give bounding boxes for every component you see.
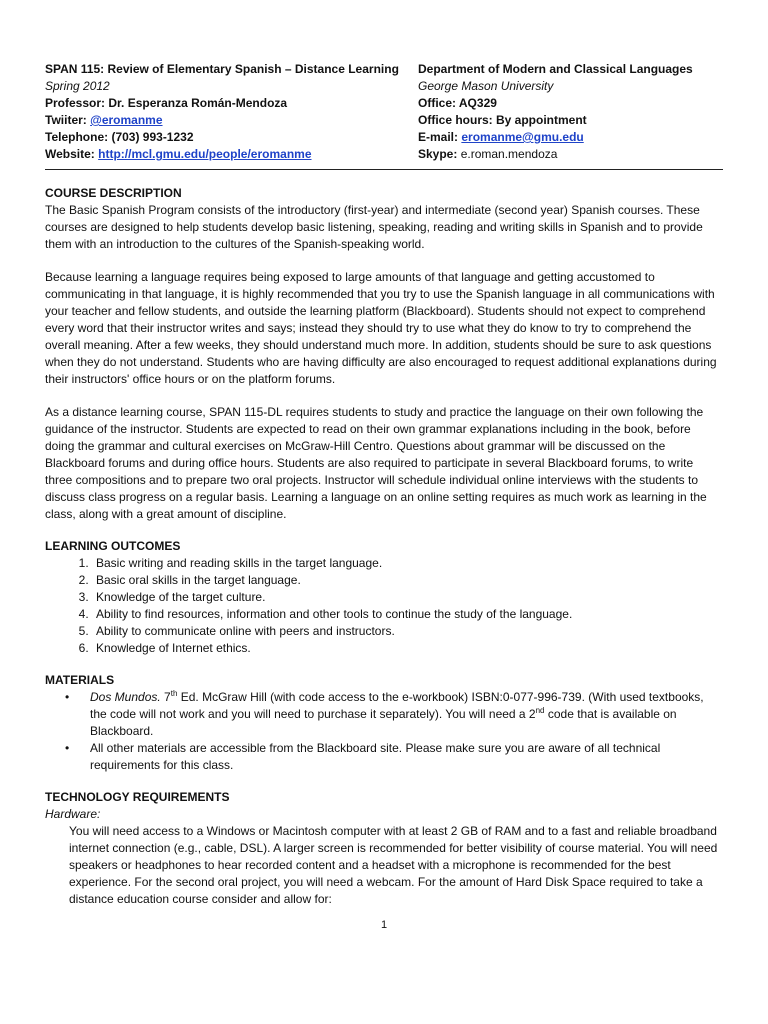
course-description-paragraph: Because learning a language requires being exposed to large amounts of that language and getting accustomed to communicating in that language, it is highly recommended that you try to use the Spanish language in all communications with your teacher and fellow students, and outside the learning platform (Blackboard). Students should not expect to comprehend every word that their instructor writes and says; instead they should try to use what they do know to try to comprehend the overall meaning. After a few weeks, they should understand much more. In addition, students should be sure to ask questions when they do not understand. Students who are having difficulty are also encouraged to request additional explanations during their instructors' office hours or on the platform forums. — [45, 270, 717, 386]
textbook-details: Ed. McGraw Hill (with code access to the e-workbook) ISBN:0-077-996-739. (With used textbooks, the code will not work and you will need to purchase it separately). You will need a 2 — [90, 690, 704, 721]
learning-outcomes-section — [45, 538, 723, 657]
email-line — [418, 129, 723, 146]
office-line: Office: AQ329 — [418, 96, 497, 110]
website-link[interactable]: http://mcl.gmu.edu/people/eromanme — [98, 147, 312, 161]
document-page — [45, 61, 723, 908]
list-item: 3. Knowledge of the target culture. — [92, 589, 723, 606]
list-item: 1. Basic writing and reading skills in the target language. — [92, 555, 723, 572]
list-item — [65, 740, 723, 774]
edition-number: 7 — [164, 690, 171, 704]
professor-line — [45, 95, 405, 112]
header-left-column — [45, 61, 405, 163]
materials-section — [45, 672, 723, 774]
bullet-icon: • — [65, 741, 70, 755]
course-description-heading: COURSE DESCRIPTION — [45, 186, 182, 200]
textbook-title: Dos Mundos. — [90, 690, 161, 704]
ordinal-superscript: nd — [535, 706, 545, 715]
materials-item-text: All other materials are accessible from the Blackboard site. Please make sure you are aware of all technical requirements for this class. — [90, 741, 661, 772]
skype-label: Skype: — [418, 147, 458, 161]
course-description-section — [45, 185, 723, 523]
header-right-column — [418, 61, 723, 163]
list-item: 4. Ability to find resources, information and other tools to continue the study of the language. — [92, 606, 723, 623]
website-line — [45, 146, 405, 163]
telephone-line: Telephone: (703) 993-1232 — [45, 130, 194, 144]
twitter-line — [45, 112, 405, 129]
course-title: SPAN 115: Review of Elementary Spanish – Distance Learning — [45, 62, 399, 76]
edition-superscript: th — [170, 689, 178, 698]
twitter-link[interactable]: @eromanme — [90, 113, 163, 127]
skype-id: e.roman.mendoza — [460, 147, 558, 161]
website-label: Website: — [45, 147, 95, 161]
course-description-paragraph: The Basic Spanish Program consists of the introductory (first-year) and intermediate (second year) Spanish courses. These courses are designed to help students develop basic listening, speaking, reading and writing skills in Spanish and to provide them with an introduction to the cultures of the Spanish-speaking world. — [45, 203, 703, 251]
technology-heading: TECHNOLOGY REQUIREMENTS — [45, 790, 230, 804]
list-item: 5. Ability to communicate online with peers and instructors. — [92, 623, 723, 640]
email-link[interactable]: eromanme@gmu.edu — [461, 130, 584, 144]
materials-heading: MATERIALS — [45, 673, 115, 687]
professor-name: Dr. Esperanza Román-Mendoza — [108, 96, 288, 110]
learning-outcomes-list — [45, 555, 723, 657]
skype-line — [418, 146, 723, 163]
materials-list — [45, 689, 723, 774]
textbook-details-end: code that is available on Blackboard. — [90, 707, 677, 738]
bullet-icon: • — [65, 690, 70, 704]
university-name: George Mason University — [418, 79, 554, 93]
list-item — [65, 689, 723, 740]
learning-outcomes-heading: LEARNING OUTCOMES — [45, 539, 181, 553]
page-number: 1 — [380, 919, 388, 931]
office-hours-line: Office hours: By appointment — [418, 113, 587, 127]
professor-label: Professor: — [45, 96, 106, 110]
course-term: Spring 2012 — [45, 79, 110, 93]
list-item: 2. Basic oral skills in the target language. — [92, 572, 723, 589]
email-label: E-mail: — [418, 130, 459, 144]
department-name: Department of Modern and Classical Languages — [418, 62, 693, 76]
twitter-label: Twiiter: — [45, 113, 87, 127]
list-item: 6. Knowledge of Internet ethics. — [92, 640, 723, 657]
header-divider — [45, 169, 723, 170]
hardware-subheading: Hardware: — [45, 807, 101, 821]
hardware-paragraph: You will need access to a Windows or Macintosh computer with at least 2 GB of RAM and to a fast and reliable broadband internet connection (e.g., cable, DSL). A larger screen is recommended for better visibility of course material. You will need speakers or headphones to hear recorded content and a headset with a microphone is recommended for the best experience. For the second oral project, you will need a webcam. For the amount of Hard Disk Space required to take a distance education course consider and allow for: — [69, 824, 718, 906]
syllabus-header — [45, 61, 723, 163]
course-description-paragraph: As a distance learning course, SPAN 115-DL requires students to study and practice the language on their own following the guidance of the instructor. Students are expected to read on their own grammar explanations including in the book, before doing the grammar and cultural exercises on McGraw-Hill Centro. Questions about grammar will be discussed on the Blackboard forums and during office hours. Students are also required to participate in several Blackboard forums, to write three compositions and to prepare two oral projects. Instructor will schedule individual online interviews with the students to discuss class progress on a regular basis. Learning a language on an online setting requires as much work as learning in the class, along with a great amount of discipline. — [45, 405, 707, 521]
technology-section — [45, 789, 723, 908]
